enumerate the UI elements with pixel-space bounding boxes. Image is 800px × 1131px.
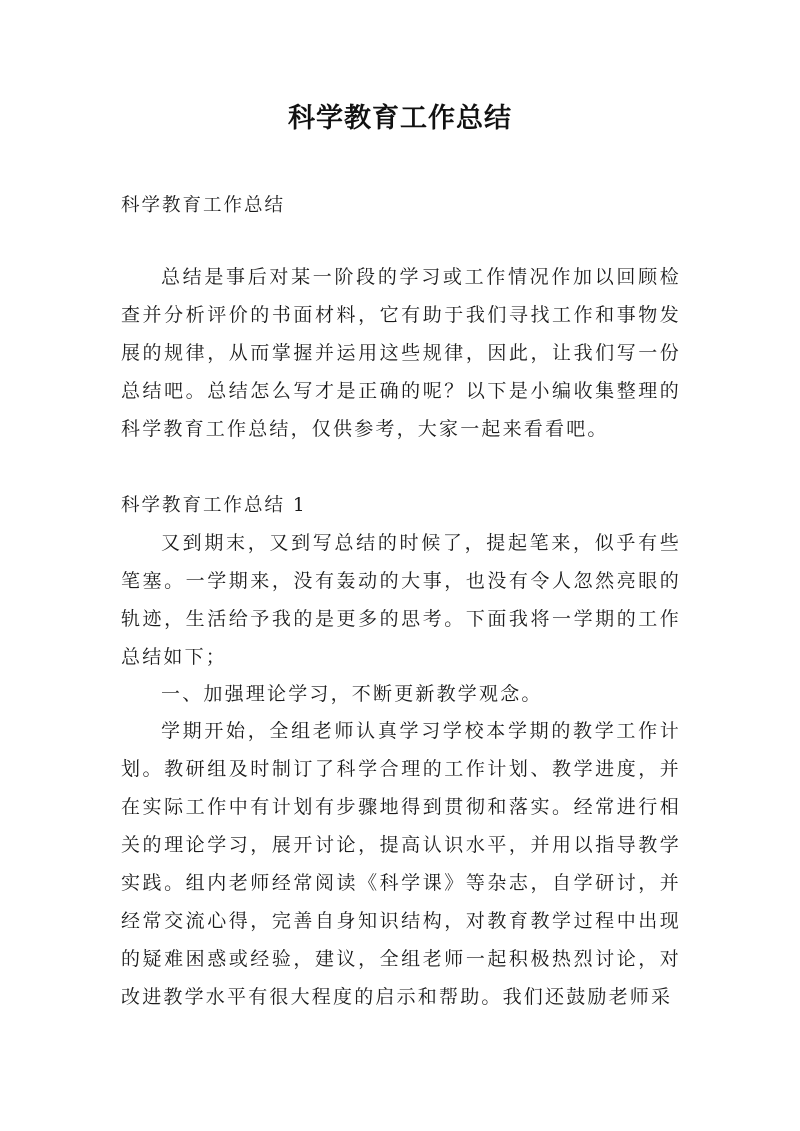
body-paragraph-3: 学期开始，全组老师认真学习学校本学期的教学工作计划。教研组及时制订了科学合理的工作计划、教学进度，并在实际工作中有计划有步骤地得到贯彻和落实。经常进行相关的理论学习，展开讨论，提高认识水平，并用以指导教学实践。组内老师经常阅读《科学课》等杂志，自学研讨，并经常交流心得，完善自身知识结构，对教育教学过程中出现的疑难困惑或经验，建议，全组老师一起积极热烈讨论，对改进教学水平有很大程度的启示和帮助。我们还鼓励老师采 <box>121 720 681 1008</box>
page-title: 科学教育工作总结 <box>288 103 512 134</box>
body-paragraph-2: 一、加强理论学习，不断更新教学观念。 <box>161 683 543 705</box>
section-heading: 科学教育工作总结 1 <box>121 495 307 516</box>
intro-paragraph: 总结是事后对某一阶段的学习或工作情况作加以回顾检查并分析评价的书面材料，它有助于我们寻找工作和事物发展的规律，从而掌握并运用这些规律，因此，让我们写一份总结吧。总结怎么写才是正确的呢？以下是小编收集整理的科学教育工作总结，仅供参考，大家一起来看看吧。 <box>121 266 681 440</box>
document-subtitle: 科学教育工作总结 <box>121 195 286 216</box>
body-paragraph-1: 又到期末，又到写总结的时候了，提起笔来，似乎有些笔塞。一学期来，没有轰动的大事，也没有令人忽然亮眼的轨迹，生活给予我的是更多的思考。下面我将一学期的工作总结如下； <box>121 532 681 668</box>
